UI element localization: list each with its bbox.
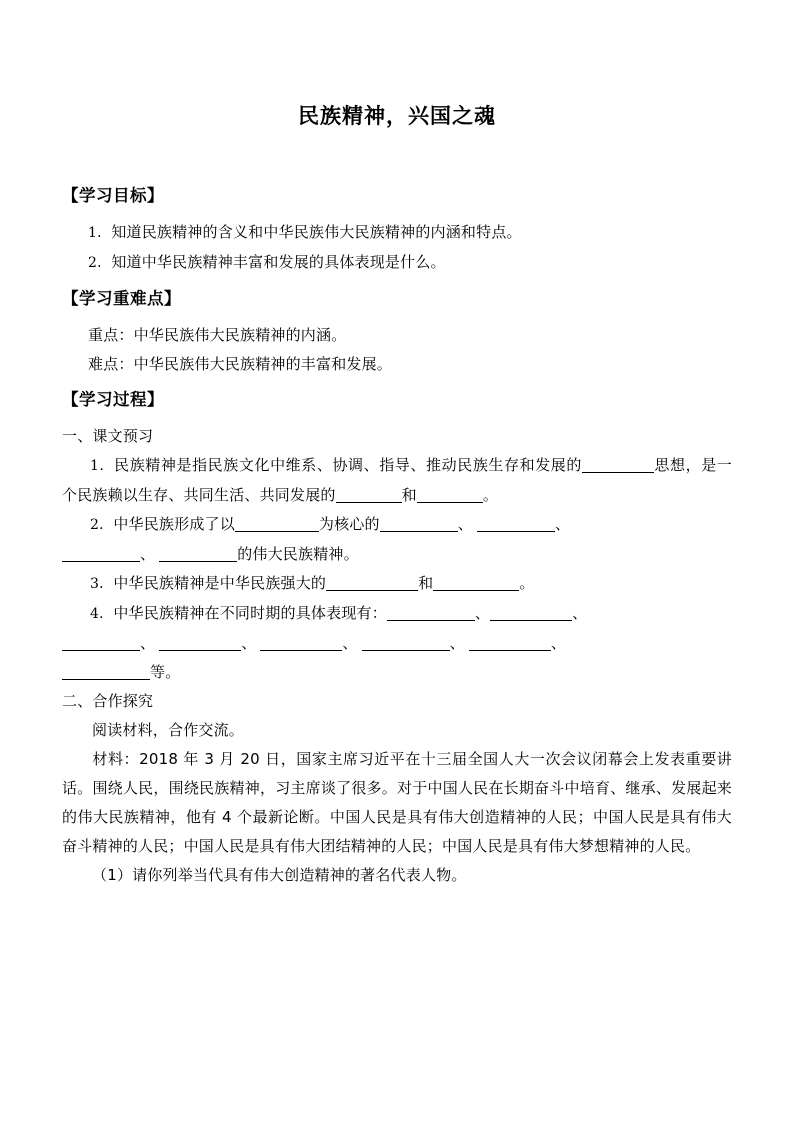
fill-blank[interactable]: [433, 575, 519, 591]
explore-question-1: （1）请你列举当代具有伟大创造精神的著名代表人物。: [92, 865, 467, 884]
fill-blank[interactable]: [159, 635, 241, 651]
part-one-title: 一、课文预习: [62, 426, 154, 445]
objective-item-2-number: 2．: [88, 254, 112, 271]
preview-question-2-text-c: 、: [457, 514, 473, 533]
part-two-title: 二、合作探究: [62, 691, 154, 710]
fill-blank[interactable]: [235, 516, 319, 532]
preview-question-3-text-b: 和: [418, 573, 434, 592]
material-paragraph-text: 材料：2018 年 3 月 20 日，国家主席习近平在十三届全国人大一次会议闭幕会上发表重要讲话。围绕人民，围绕民族精神，习主席谈了很多。对于中国人民在长期奋斗中培育、继承、发展起来的伟大民族精神，他有 4 个最新论断。中国人民是具有伟大创造精神的人民；中国人民是具有伟大奋斗精神的人民；中国人民是具有伟大团结精神的人民；中国人民是具有伟大梦想精神的人民。: [62, 749, 732, 855]
preview-question-1-text-a: 民族精神是指民族文化中维系、协调、指导、推动民族生存和发展的: [114, 455, 582, 474]
preview-question-1: [62, 451, 732, 510]
fill-blank[interactable]: [362, 635, 450, 651]
preview-question-4-number: 4．: [90, 605, 114, 622]
preview-question-4-text-a: 中华民族精神在不同时期的具体表现有：: [113, 603, 387, 622]
preview-question-3: [62, 569, 732, 599]
fill-blank[interactable]: [417, 487, 483, 503]
fill-blank[interactable]: [387, 605, 475, 621]
spacer-key: [62, 309, 732, 321]
fill-blank[interactable]: [62, 546, 140, 562]
fill-blank[interactable]: [159, 546, 237, 562]
fill-blank[interactable]: [477, 516, 555, 532]
preview-question-2-text-e: 、: [140, 544, 156, 563]
preview-question-1-text-c: 想，是一个民族赖以生存、共同生活、共同发展的: [62, 455, 732, 504]
q4-sep-2: 、: [572, 603, 588, 622]
objective-item-1: [62, 218, 732, 248]
objective-item-2-text: 知道中华民族精神丰富和发展的具体表现是什么。: [111, 252, 446, 271]
q4-sep-4: 、: [241, 633, 257, 652]
fill-blank[interactable]: [336, 487, 402, 503]
objective-item-2: [62, 248, 732, 278]
q4-sep-6: 、: [449, 633, 465, 652]
fill-blank[interactable]: [326, 575, 418, 591]
material-paragraph: [62, 745, 732, 861]
difficult-point-text: 中华民族伟大民族精神的丰富和发展。: [133, 354, 393, 373]
preview-question-1-text-b: 思: [654, 455, 670, 474]
objective-item-1-text: 知道民族精神的含义和中华民族伟大民族精神的内涵和特点。: [111, 222, 522, 241]
preview-question-3-text-c: 。: [519, 573, 535, 592]
section-header-objectives: 【学习目标】: [62, 186, 164, 206]
preview-question-4-text-end: 等。: [150, 662, 181, 681]
difficult-point-label: 难点：: [88, 354, 134, 373]
key-point-text: 中华民族伟大民族精神的内涵。: [133, 325, 347, 344]
spacer-before-process: [62, 379, 732, 390]
q4-sep-3: 、: [140, 633, 156, 652]
preview-question-4-line-1: [62, 599, 732, 629]
preview-question-2-text-d: 、: [554, 514, 571, 533]
preview-question-1-text-e: 。: [482, 485, 499, 504]
preview-question-3-text-a: 中华民族精神是中华民族强大的: [113, 573, 327, 592]
preview-question-4-line-3: [62, 658, 732, 687]
preview-question-2-text-a: 中华民族形成了以: [113, 514, 235, 533]
q4-sep-5: 、: [342, 633, 358, 652]
q4-sep-7: 、: [550, 633, 567, 652]
fill-blank[interactable]: [62, 635, 140, 651]
read-material-line: 阅读材料，合作交流。: [92, 720, 245, 739]
fill-blank[interactable]: [380, 516, 458, 532]
spacer-title: [62, 128, 732, 186]
fill-blank[interactable]: [62, 664, 150, 680]
preview-question-4-line-2: [62, 629, 732, 658]
preview-question-2-line-1: [62, 510, 732, 540]
key-point-label: 重点：: [88, 325, 134, 344]
fill-blank[interactable]: [582, 457, 654, 473]
q4-sep-1: 、: [474, 603, 491, 622]
preview-question-1-number: 1．: [90, 457, 115, 474]
fill-blank[interactable]: [260, 635, 342, 651]
preview-question-2-line-2: [62, 540, 732, 569]
preview-question-2-text-f: 的伟大民族精神。: [237, 544, 359, 563]
key-point-item: [62, 321, 732, 350]
preview-question-2-text-b: 为核心的: [318, 514, 380, 533]
fill-blank[interactable]: [469, 635, 551, 651]
preview-question-3-number: 3．: [90, 575, 114, 592]
section-header-process: 【学习过程】: [62, 389, 164, 409]
difficult-point-item: [62, 350, 732, 379]
fill-blank[interactable]: [490, 605, 572, 621]
objective-item-1-number: 1．: [88, 224, 112, 241]
page-title: 民族精神，兴国之魂: [298, 103, 496, 128]
preview-question-2-number: 2．: [90, 516, 114, 533]
spacer-objectives: [62, 206, 732, 218]
preview-question-1-text-d: 和: [401, 485, 417, 504]
spacer-process: [62, 410, 732, 422]
spacer-before-key: [62, 278, 732, 289]
section-header-key-difficult: 【学习重难点】: [62, 288, 181, 308]
